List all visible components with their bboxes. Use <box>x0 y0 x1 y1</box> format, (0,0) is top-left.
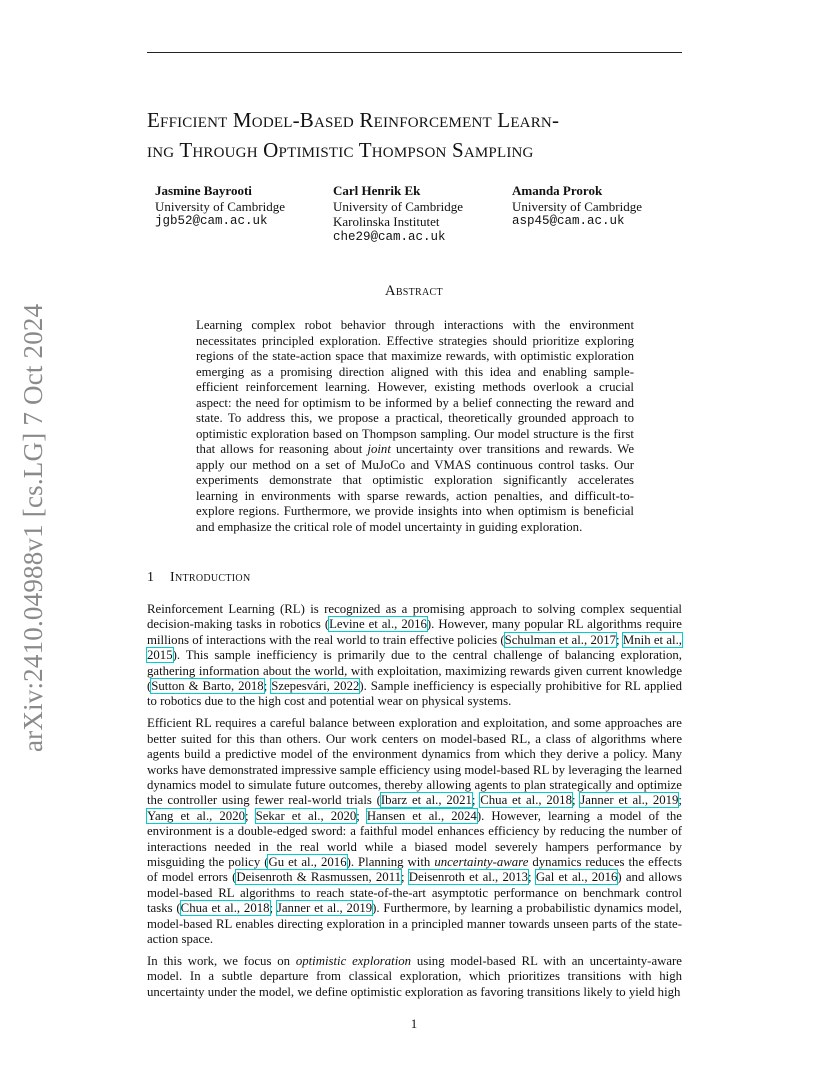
text-run: ). Planning with <box>346 855 435 869</box>
citation-link[interactable]: Levine et al., 2016 <box>329 617 427 632</box>
abstract-text <box>196 318 634 535</box>
text-run: using model-based RL with an uncertainty-aware model. In a subtle departure from classical exploration, which prioritizes transitions with high uncertainty under the model, we define optimistic exploration as favoring transitions likely to yield high <box>147 953 682 999</box>
abstract-part-b: uncertainty over transitions and rewards. We apply our method on a set of MuJoCo and VMAS continuous control tasks. Our experiments demonstrate that optimistic exploration significantly accelerates learning in environments with sparse rewards, action penalties, and difficult-to-explore regions. Furthermore, we provide insights into when optimism is beneficial and emphasize the critical role of model uncertainty in guiding exploration. <box>196 442 635 534</box>
paper-title <box>147 105 707 165</box>
author-affiliation: Karolinska Institutet <box>333 214 440 229</box>
text-run: ). However, many popular RL algorithms require millions of interactions with the real world to train effective policies ( <box>147 617 682 647</box>
author-email: che29@cam.ac.uk <box>333 229 446 244</box>
citation-link[interactable]: Yang et al., 2020 <box>147 808 245 823</box>
citation-link[interactable]: Hansen et al., 2024 <box>366 808 477 823</box>
author-email: asp45@cam.ac.uk <box>512 214 625 228</box>
author-block-1 <box>155 183 285 230</box>
paragraph-1 <box>147 602 682 710</box>
text-run: ; <box>269 901 277 916</box>
text-run: ; <box>471 793 481 808</box>
top-rule <box>147 52 682 53</box>
text-run: In this work, we focus on <box>147 953 296 968</box>
author-name: Carl Henrik Ek <box>333 183 421 198</box>
text-run: ). However, learning a model of the environment is a double-edged sword: a faithful model enhances efficiency by reducing the number of interactions needed in the real world while a biased model severely hampers performance by misguiding the policy ( <box>147 808 682 869</box>
text-run: ). Sample inefficiency is especially prohibitive for RL applied to robotics due to the high cost and potential wear on physical systems. <box>147 679 682 709</box>
author-block-2 <box>333 183 463 245</box>
page-number: 1 <box>410 1016 418 1031</box>
text-run: ) and allows model-based RL algorithms to reach state-of-the-art asymptotic performance on benchmark control tasks ( <box>147 870 682 916</box>
citation-link[interactable]: Deisenroth & Rasmussen, 2011 <box>236 870 402 885</box>
citation-link[interactable]: Ibarz et al., 2021 <box>380 793 472 808</box>
text-run: ; <box>616 632 623 647</box>
abstract-part-a: Learning complex robot behavior through interactions with the environment necessitates principled exploration. Effective strategies should prioritize exploring regions of the state-action space that maximize rewards, with optimistic exploration emerging as a promising direction aligned with this idea and enabling sample-efficient reinforcement learning. However, existing methods overlook a crucial aspect: the need for optimism to be informed by a belief connecting the reward and state. To address this, we propose a practical, theoretically grounded approach to optimistic exploration based on Thompson sampling. Our model structure is the first that allows for reasoning about <box>196 318 634 456</box>
author-email: jgb52@cam.ac.uk <box>155 214 268 228</box>
text-run: ; <box>356 808 367 823</box>
abstract-emphasis: joint <box>367 442 391 456</box>
section-number: 1 <box>147 570 154 585</box>
citation-link[interactable]: Chua et al., 2018 <box>480 793 572 808</box>
emphasis-text: optimistic exploration <box>295 953 412 968</box>
text-run: ; <box>245 808 256 823</box>
title-line-1: Efficient Model-Based Reinforcement Learn- <box>147 108 560 132</box>
citation-link[interactable]: Janner et al., 2019 <box>580 793 679 808</box>
text-run: ; <box>401 870 409 885</box>
section-heading <box>147 570 250 586</box>
author-affiliation: University of Cambridge <box>155 198 285 214</box>
citation-link[interactable]: Sutton & Barto, 2018 <box>151 679 264 694</box>
author-affiliation: University of Cambridge <box>512 198 642 214</box>
author-name: Jasmine Bayrooti <box>155 183 252 198</box>
abstract-heading: Abstract <box>385 283 443 299</box>
citation-link[interactable]: Schulman et al., 2017 <box>504 632 617 647</box>
citation-link[interactable]: Sekar et al., 2020 <box>255 808 357 823</box>
text-run: ; <box>571 793 581 808</box>
text-run: ). Furthermore, by learning a probabilistic dynamics model, model-based RL enables directing exploration in a principled manner towards unseen parts of the state-action space. <box>147 901 682 947</box>
text-run: ). This sample inefficiency is primarily due to the central challenge of balancing exploration, gathering information about the world, with exploitation, maximizing rewards given current knowledge ( <box>147 648 682 694</box>
author-name: Amanda Prorok <box>512 183 603 198</box>
author-block-3 <box>512 183 642 230</box>
body-text <box>147 602 682 1007</box>
title-line-2: ing Through Optimistic Thompson Sampling <box>147 138 534 162</box>
section-title: Introduction <box>170 570 251 585</box>
text-run: Reinforcement Learning (RL) is recognized as a promising approach to solving complex sequential decision-making tasks in robotics ( <box>147 602 682 632</box>
text-run: ; <box>528 870 536 885</box>
arxiv-stamp: arXiv:2410.04988v1 [cs.LG] 7 Oct 2024 <box>18 303 48 752</box>
paragraph-2 <box>147 716 682 947</box>
citation-link[interactable]: Janner et al., 2019 <box>276 901 373 916</box>
emphasis-text: uncertainty-aware <box>434 855 529 869</box>
text-run: ; <box>678 793 682 808</box>
text-run: dynamics reduces the effects of model errors ( <box>147 855 683 885</box>
text-run: ; <box>263 679 272 694</box>
citation-link[interactable]: Mnih et al., 2015 <box>147 632 682 663</box>
citation-link[interactable]: Szepesvári, 2022 <box>271 679 360 694</box>
text-run: Efficient RL requires a careful balance between exploration and exploitation, and some approaches are better suited for this than others. Our work centers on model-based RL, a class of algorithms where agents build a predictive model of the environment dynamics from which they derive a policy. Many works have demonstrated impressive sample efficiency using model-based RL by leveraging the learned dynamics model to simulate future outcomes, thereby allowing agents to plan strategically and optimize the controller using fewer real-world trials ( <box>147 716 682 808</box>
citation-link[interactable]: Chua et al., 2018 <box>180 901 270 916</box>
citation-link[interactable]: Gu et al., 2016 <box>268 855 347 869</box>
paragraph-3 <box>147 954 682 1000</box>
citation-link[interactable]: Deisenroth et al., 2013 <box>408 870 529 885</box>
citation-link[interactable]: Gal et al., 2016 <box>535 870 618 885</box>
author-affiliation: University of Cambridge <box>333 198 463 214</box>
